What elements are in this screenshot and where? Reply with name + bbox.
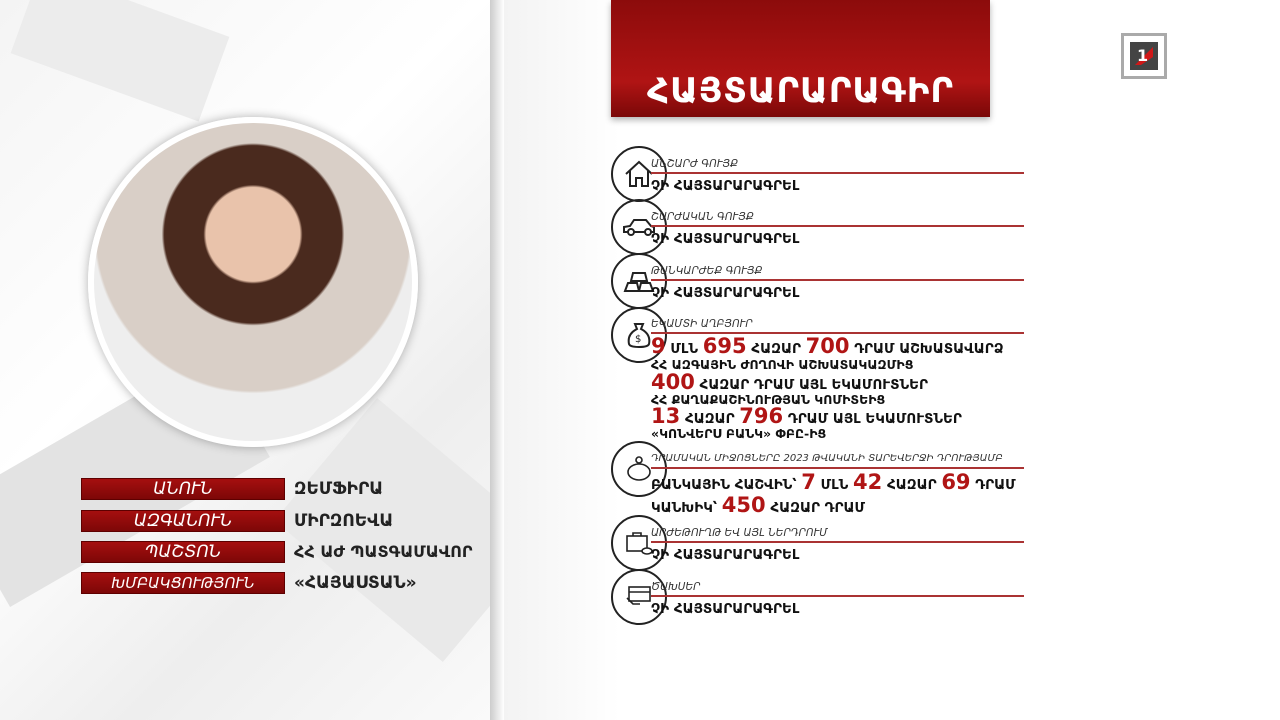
expenses-value: ՉԻ ՀԱՅՏԱՐԱՐԱԳՐԵԼ — [651, 601, 800, 617]
unit: ՄԼՆ — [670, 341, 699, 357]
amount: 69 — [941, 470, 971, 494]
amount: 700 — [805, 334, 850, 358]
channel-logo — [1121, 33, 1167, 79]
value-name: ԶԵՄՖԻՐԱ — [294, 479, 384, 499]
income-2 — [651, 370, 928, 394]
unit: ԴՐԱՄ ԱՇԽԱՏԱՎԱՐՁ — [854, 341, 1004, 357]
securities-value: ՉԻ ՀԱՅՏԱՐԱՐԱԳՐԵԼ — [651, 547, 800, 563]
valuables-value: ՉԻ ՀԱՅՏԱՐԱՐԱԳՐԵԼ — [651, 285, 800, 301]
amount: 796 — [739, 404, 784, 428]
divider — [651, 467, 1024, 469]
income-3 — [651, 404, 962, 428]
divider — [651, 541, 1024, 543]
title-banner — [611, 0, 990, 117]
title: ՀԱՅՏԱՐԱՐԱԳԻՐ — [646, 71, 955, 111]
cash-line — [651, 493, 865, 517]
income-1 — [651, 334, 1004, 358]
divider — [651, 225, 1024, 227]
section-expenses: ԾԱԽՍԵՐ — [651, 581, 701, 593]
section-income: ԵԿԱՄՏԻ ԱՂԲՅՈՒՐ — [651, 318, 753, 330]
unit: ՀԱԶԱՐ ԴՐԱՄ — [770, 500, 866, 516]
value-party: «ՀԱՅԱՍՏԱՆ» — [294, 573, 417, 593]
portrait-photo — [88, 117, 418, 447]
income-1-source: ՀՀ ԱԶԳԱՅԻՆ ԺՈՂՈՎԻ ԱՇԽԱՏԱԿԱԶՄԻՑ — [651, 357, 914, 372]
amount: 450 — [721, 493, 766, 517]
unit: ԴՐԱՄ ԱՅԼ ԵԿԱՄՈՒՏՆԵՐ — [787, 411, 962, 427]
divider — [651, 172, 1024, 174]
bank-account-line — [651, 470, 1016, 494]
income-2-source: ՀՀ ՔԱՂԱՔԱՇԻՆՈՒԹՅԱՆ ԿՈՄԻՏԵԻՑ — [651, 392, 886, 407]
income-3-source: «ԿՈՆՎԵՐՍ ԲԱՆԿ» ՓԲԸ-ԻՑ — [651, 426, 827, 441]
section-movable: ՇԱՐԺԱԿԱՆ ԳՈՒՅՔ — [651, 211, 754, 223]
label-surname: ԱԶԳԱՆՈՒՆ — [81, 510, 285, 532]
divider — [651, 279, 1024, 281]
section-real-estate: ԱՆՇԱՐԺ ԳՈՒՅՔ — [651, 158, 739, 170]
section-securities: ԱՐԺԵԹՈՒՂԹ ԵՎ ԱՅԼ ՆԵՐԴՐՈՒՄ — [651, 527, 828, 539]
unit: ՀԱԶԱՐ — [684, 411, 735, 427]
amount: 9 — [651, 334, 666, 358]
amount: 400 — [651, 370, 695, 394]
value-surname: ՄԻՐԶՈԵՎԱ — [294, 511, 394, 531]
unit: ՀԱԶԱՐ — [751, 341, 801, 357]
movable-value: ՉԻ ՀԱՅՏԱՐԱՐԱԳՐԵԼ — [651, 231, 800, 247]
amount: 7 — [801, 470, 816, 494]
label-name: ԱՆՈՒՆ — [81, 478, 285, 500]
logo-text: 1 — [1137, 46, 1149, 65]
unit: ԴՐԱՄ — [975, 477, 1016, 493]
label: ԲԱՆԿԱՅԻՆ ՀԱՇՎԻՆ՝ — [651, 477, 797, 493]
amount: 42 — [853, 470, 883, 494]
label-party: ԽՄԲԱԿՑՈՒԹՅՈՒՆ — [81, 572, 285, 594]
svg-text:$: $ — [635, 334, 642, 345]
amount: 13 — [651, 404, 681, 428]
unit: ՄԼՆ — [820, 477, 849, 493]
divider — [651, 595, 1024, 597]
section-cash: ԴՐԱՄԱԿԱՆ ՄԻՋՈՑՆԵՐԸ 2023 ԹՎԱԿԱՆԻ ՏԱՐԵՎԵՐՋԻ ԴՐՈՒԹՅԱՄԲ — [651, 453, 1003, 464]
real-estate-value: ՉԻ ՀԱՅՏԱՐԱՐԱԳՐԵԼ — [651, 178, 800, 194]
panel-divider — [490, 0, 504, 720]
unit: ՀԱԶԱՐ ԴՐԱՄ ԱՅԼ ԵԿԱՄՈՒՏՆԵՐ — [699, 377, 928, 393]
amount: 695 — [702, 334, 747, 358]
section-valuables: ԹԱՆԿԱՐԺԵՔ ԳՈՒՅՔ — [651, 265, 763, 277]
unit: ՀԱԶԱՐ — [886, 477, 937, 493]
label-position: ՊԱՇՏՈՆ — [81, 541, 285, 563]
label: ԿԱՆԽԻԿ՝ — [651, 500, 718, 516]
value-position: ՀՀ ԱԺ ՊԱՏԳԱՄԱՎՈՐ — [294, 542, 473, 561]
